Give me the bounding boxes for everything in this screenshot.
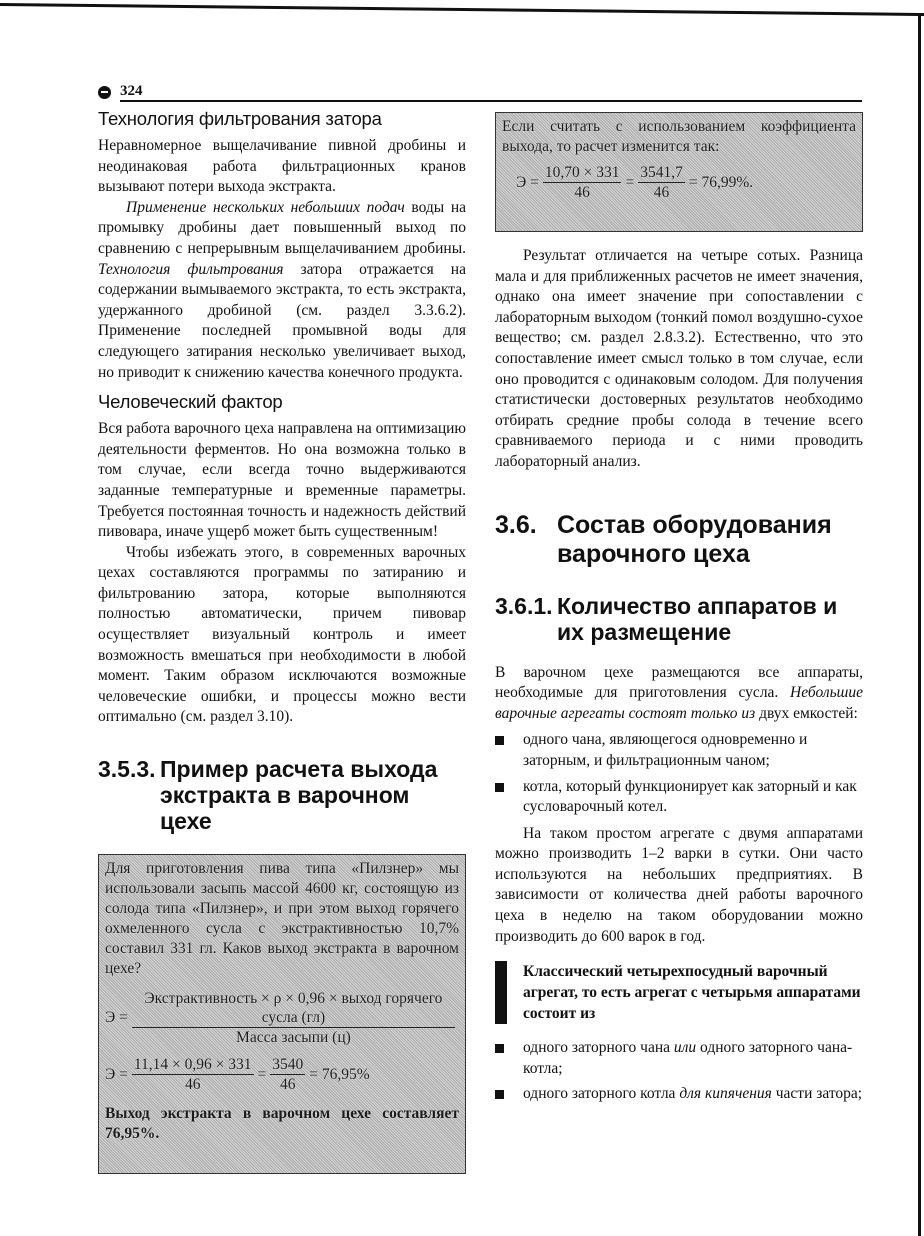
bullet-square-icon [495, 1044, 504, 1053]
section-title: Количество аппаратов и их размещение [557, 592, 838, 645]
paragraph: Чтобы избежать этого, в современных варочных цехах составляются программы по затиранию и фильтрованию затора, которые выполняются полностью автоматически, причем пивовар осуществляет визуальный контроль и имеет возможность вмешаться при необходимости в любой момент. Таким образом исключаются возможные человеческие ошибки, и процессы можно вести оптимально (см. раздел 3.10). [98, 543, 466, 726]
italic-text: или [673, 1039, 697, 1057]
paragraph: Неравномерное выщелачивание пивной дробины и неодинаковая работа фильтрационных кранов вызывают потери выхода экстракта. [98, 137, 466, 196]
numerator: 3541,7 [640, 164, 683, 181]
bullet-square-icon [495, 783, 504, 792]
section-heading-3-5-3 [98, 756, 466, 834]
italic-text: Небольшие варочные агрегаты состоят только из [495, 684, 863, 722]
section-heading-3-6 [495, 511, 863, 569]
right-column [495, 104, 863, 1110]
formula-general [105, 989, 459, 1047]
text: части затора; [771, 1085, 863, 1103]
fraction [270, 1055, 305, 1094]
numerator: 10,70 × 331 [544, 164, 620, 181]
coefficient-calculation-box [495, 112, 863, 232]
italic-text: Технология фильтрования [98, 260, 284, 278]
bullet-square-icon [495, 736, 504, 745]
section-title: Пример расчета выхода экстракта в варочном цехе [160, 756, 438, 835]
section-number: 3.6.1. [495, 592, 553, 619]
paragraph: На таком простом агрегате с двумя аппаратами можно производить 1–2 варки в сутки. Они часто используются на небольших предприятиях. В зависимости от количества дней работы варочного цеха в неделю на таком оборудовании можно производить до 600 варок в год. [495, 824, 863, 945]
section-title: Состав оборудования варочного цеха [557, 510, 832, 568]
paragraph: Результат отличается на четыре сотых. Разница мала и для приближенных расчетов не имеет значения, однако она имеет значение при сопоставлении с лабораторным выходом (тонкий помол воздушно-сухое вещество; см. раздел 2.8.3.2). Естественно, что это сопоставление имеет смысл только в том случае, если оно проводится с одинаковым солодом. Для получения статистически достоверных результатов необходимо отбирать средние пробы солода в течение всего сравниваемого периода и с ними проводить лабораторный анализ. [495, 247, 863, 470]
denominator: 46 [574, 184, 590, 201]
vessel-list-small [495, 730, 863, 817]
fraction [543, 163, 622, 202]
chapter-circle-icon [98, 86, 111, 99]
text: одного заторного чана [523, 1039, 674, 1057]
text: одного заторного котла [523, 1085, 680, 1103]
list-item [495, 1038, 863, 1079]
text: затора отражается на содержании вымываемого экстракта, то есть экстракта, удержанного дробиной (см. раздел 3.3.6.2). Применение последней промывной воды для следующего затирания несколько увеличивает выход, но приводит к снижению качества конечного продукта. [98, 260, 466, 381]
formula-lhs: Э = [105, 1009, 128, 1027]
denominator: 46 [280, 1076, 296, 1094]
list-item [495, 730, 863, 771]
equals: = [257, 1065, 267, 1083]
text: В варочном цехе размещаются все аппараты, необходимые для приготовления сусла. [495, 663, 863, 702]
list-item [495, 777, 863, 818]
section-number: 3.5.3. [98, 756, 156, 783]
italic-text: для кипячения [679, 1085, 772, 1103]
header-rule [120, 100, 862, 102]
fraction [638, 163, 685, 202]
formula-lhs: Э = [516, 173, 539, 191]
list-item-text: одного чана, являющегося одновременно и заторным, и фильтрационным чаном; [523, 731, 808, 769]
numerator: 11,14 × 0,96 × 331 [133, 1056, 252, 1074]
coef-intro: Если считать с использованием коэффициента выхода, то расчет изменится так: [502, 118, 856, 155]
denominator: 46 [653, 184, 670, 201]
subsection-title-human-factor: Человеческий фактор [98, 391, 283, 413]
example-conclusion: Выход экстракта в варочном цехе составляет 76,95%. [105, 1105, 459, 1143]
paragraph [98, 198, 466, 383]
italic-text: Применение нескольких небольших подач [126, 198, 405, 216]
text: воды на промывку дробины дает повышенный выход по сравнению с непрерывным выщелачиванием дробины. [98, 198, 466, 257]
callout-text: Классический четырехпосудный варочный агрегат, то есть агрегат с четырьмя аппаратами состоит из [523, 963, 861, 1023]
bullet-square-icon [495, 1090, 504, 1099]
formula-result: = 76,95% [309, 1065, 370, 1083]
formula-lhs: Э = [105, 1065, 128, 1083]
paragraph: Вся работа варочного цеха направлена на оптимизацию деятельности ферментов. Но она возможна только в том случае, если всегда точно выдерживаются заданные температурные и временные параметры. Требуется постоянная точность и надежность действий пивовара, иначе ущерб может быть существенным! [98, 420, 466, 541]
section-number: 3.6. [495, 510, 537, 539]
equals: = [625, 173, 635, 191]
example-calculation-box [98, 854, 466, 1174]
scan-edge-right [918, 14, 921, 1236]
paragraph [495, 663, 863, 725]
page-number: 324 [120, 83, 143, 99]
formula-result: = 76,99%. [688, 173, 754, 191]
formula-numeric [105, 1055, 459, 1094]
denominator: 46 [184, 1076, 201, 1094]
subsection-title-filtration: Технология фильтрования затора [98, 108, 382, 129]
formula-coefficient [502, 163, 856, 202]
numerator: Экстрактивность × ρ × 0,96 × выход горячего сусла (гл) [132, 989, 455, 1028]
page-header [98, 84, 862, 102]
text: двух емкостей: [755, 704, 858, 722]
left-column [98, 104, 466, 1174]
section-heading-3-6-1 [495, 593, 863, 645]
callout-four-vessel [495, 961, 863, 1024]
denominator: Масса засыпи (ц) [236, 1029, 351, 1047]
example-intro: Для приготовления пива типа «Пилзнер» мы использовали засыпь массой 4600 кг, состоящую из солода типа «Пилзнер», и при этом выход горячего охмеленного сусла с экстрактивностью 10,7% составил 331 гл. Каков выход экстракта в варочном цехе? [105, 860, 459, 978]
list-item-text: котла, который функционирует как заторный и как сусловарочный котел. [523, 777, 857, 816]
fraction [132, 1055, 254, 1094]
vessel-list-classic [495, 1038, 863, 1105]
numerator: 3540 [272, 1056, 304, 1074]
callout-bar [495, 961, 507, 1024]
fraction [132, 989, 455, 1047]
list-item [495, 1084, 863, 1105]
text: одного заторного чана-котла; [523, 1039, 853, 1077]
scan-edge-top [0, 3, 924, 16]
